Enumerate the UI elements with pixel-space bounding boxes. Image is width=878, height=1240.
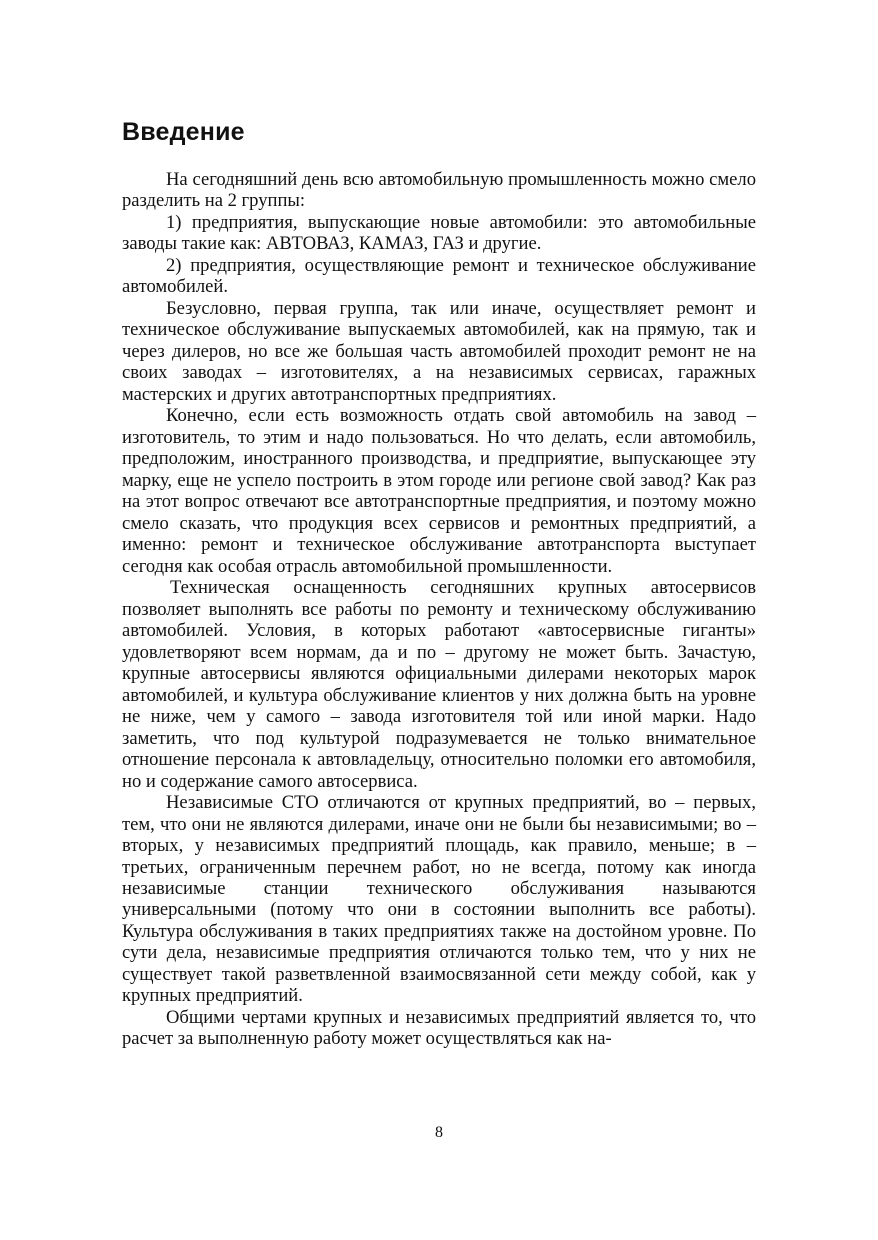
page-title: Введение [122, 118, 245, 146]
paragraph-large-services: Техническая оснащенность сегодняшних крупных автосервисов позволяет выполнять все работы по ремонту и техническому обслуживанию автомобилей. Условия, в которых работают «автосервисные гиганты» удовлетворяют всем нормам, да и по – другому не может быть. Зачастую, крупные автосервисы являются официальными дилерами некоторых марок автомобилей, и культура обслуживание клиентов у них должна быть на уровне не ниже, чем у самого – завода изготовителя той или иной марки. Надо заметить, что под культурой подразумевается не только внимательное отношение персонала к автовладельцу, относительно поломки его автомобиля, но и содержание самого автосервиса. [122, 577, 756, 792]
paragraph-first-group: Безусловно, первая группа, так или иначе, осуществляет ремонт и техническое обслуживание выпускаемых автомобилей, как на прямую, так и через дилеров, но все же большая часть автомобилей проходит ремонт не на своих заводах – изготовителях, а на независимых сервисах, гаражных мастерских и других автотранспортных предприятиях. [122, 297, 756, 405]
paragraph-group-2: 2) предприятия, осуществляющие ремонт и техническое обслуживание автомобилей. [122, 254, 756, 298]
paragraph-independent-sto: Независимые СТО отличаются от крупных предприятий, во – первых, тем, что они не являются дилерами, иначе они не были бы независимыми; во – вторых, у независимых предприятий площадь, как правило, меньше; в – третьих, ограниченным перечнем работ, но не всегда, потому как иногда независимые станции технического обслуживания называются универсальными (потому что они в состоянии выполнить все работы). Культура обслуживания в таких предприятиях также на достойном уровне. По сути дела, независимые предприятия отличаются только тем, что у них не существует такой разветвленной взаимосвязанной сети между собой, как у крупных предприятий. [122, 792, 756, 1007]
paragraph-manufacturer: Конечно, если есть возможность отдать свой автомобиль на завод – изготовитель, то этим и надо пользоваться. Но что делать, если автомобиль, предположим, иностранного производства, и предприятие, выпускающее эту марку, еще не успело построить в этом городе или регионе свой завод? Как раз на этот вопрос отвечают все автотранспортные предприятия, и поэтому можно смело сказать, что продукция всех сервисов и ремонтных предприятий, а именно: ремонт и техническое обслуживание автотранспорта выступает сегодня как особая отрасль автомобильной промышленности. [122, 405, 756, 577]
paragraph-intro: На сегодняшний день всю автомобильную промышленность можно смело разделить на 2 группы: [122, 169, 756, 212]
page-number: 8 [435, 1124, 443, 1141]
paragraph-common-features: Общими чертами крупных и независимых предприятий является то, что расчет за выполненную работу может осуществляться как на- [122, 1006, 756, 1050]
paragraph-group-1: 1) предприятия, выпускающие новые автомобили: это автомобильные заводы такие как: АВТОВАЗ, КАМАЗ, ГАЗ и другие. [122, 211, 756, 255]
body-text [122, 169, 756, 1050]
